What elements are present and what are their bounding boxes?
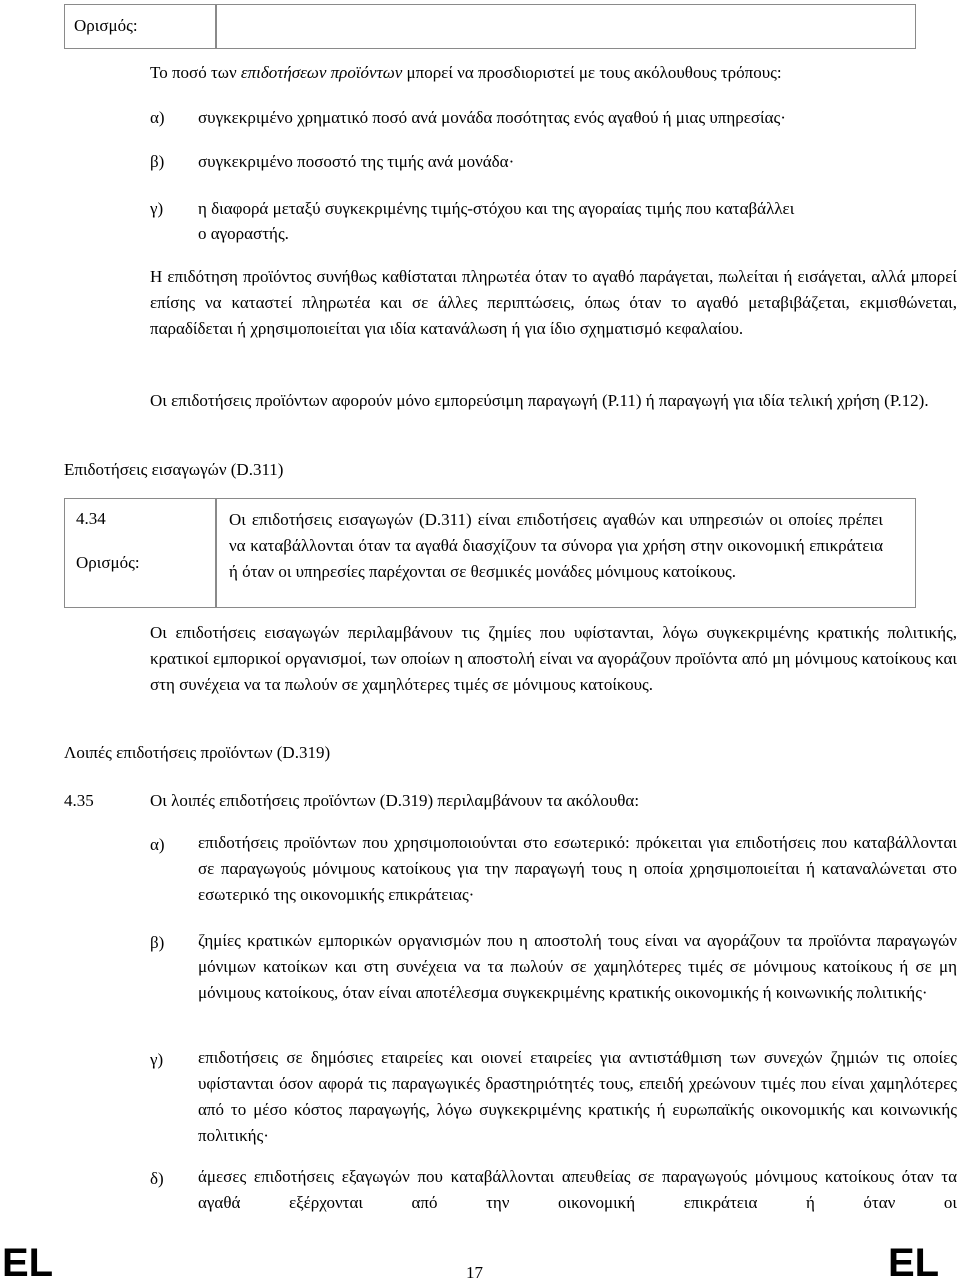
intro-sentence bbox=[150, 63, 782, 83]
definition-text-434: Οι επιδοτήσεις εισαγωγών (D.311) είναι επιδοτήσεις αγαθών και υπηρεσιών οι οποίες πρέπει να καταβάλλονται όταν τα αγαθά διασχίζουν τα σύνορα για χρήση στην οικονομική επικράτεια ή όταν οι υπηρεσίες παρέχονται σε θεσμικές μονάδες μόνιμους κατοίκους. bbox=[229, 510, 883, 581]
list2-item-d-label: δ) bbox=[150, 1169, 164, 1188]
list1-item-c-label: γ) bbox=[150, 199, 164, 218]
heading-other-product-subsidies: Λοιπές επιδοτήσεις προϊόντων (D.319) bbox=[64, 743, 331, 762]
section-number-434: 4.34 bbox=[76, 509, 106, 528]
list2-item-b-label: β) bbox=[150, 933, 165, 952]
list1-item-a-text: συγκεκριμένο χρηματικό ποσό ανά μονάδα ποσότητας ενός αγαθού ή μιας υπηρεσίας· bbox=[198, 108, 786, 127]
list2-item-b-text: ζημίες κρατικών εμπορικών οργανισμών που η αποστολή τους είναι να αγοράζουν τα προϊόντα παραγωγών μόνιμων κατοίκων και στη συνέχεια να τα πωλούν σε χαμηλότερες τιμές σε μόνιμους κατοίκους ή σε μη μόνιμους κατοίκους, όταν είναι αποτέλεσμα συγκεκριμένης κρατικής οικονομικής ή κοινωνικής πολιτικής· bbox=[198, 931, 957, 1002]
section-number-435: 4.35 bbox=[64, 791, 94, 810]
footer-language-left: EL bbox=[2, 1241, 54, 1285]
definition-box-434 bbox=[64, 498, 216, 608]
intro-text-end: μπορεί να προσδιοριστεί με τους ακόλουθους τρόπους: bbox=[402, 63, 782, 82]
paragraph-import-subsidies-losses: Οι επιδοτήσεις εισαγωγών περιλαμβάνουν τις ζημίες που υφίστανται, λόγω συγκεκριμένης κρατικής πολιτικής, κρατικοί εμπορικοί οργανισμοί, των οποίων η αποστολή είναι να αγοράζουν προϊόντα από μη μόνιμους κατοίκους και στη συνέχεια να τα πωλούν σε χαμηλότερες τιμές σε μόνιμους κατοίκους. bbox=[150, 623, 957, 694]
list2-item-d-text: άμεσες επιδοτήσεις εξαγωγών που καταβάλλονται απευθείας σε παραγωγούς μόνιμους κατοίκους όταν τα αγαθά εξέρχονται από την οικονομική επικράτεια ή όταν οι bbox=[198, 1167, 957, 1212]
list2-item-c-label: γ) bbox=[150, 1050, 164, 1069]
list2-item-c-text: επιδοτήσεις σε δημόσιες εταιρείες και οιονεί εταιρείες για αντιστάθμιση των συνεχών ζημιών τις οποίες υφίστανται όσον αφορά τις παραγωγικές δραστηριότητές τους, επειδή χρεώνουν τιμές που είναι χαμηλότερες από το μέσο κόστος παραγωγής, λόγω συγκεκριμένης κρατικής ή ευρωπαϊκής οικονομικής και κοινωνικής πολιτικής· bbox=[198, 1048, 957, 1145]
intro-text-start: Το ποσό των bbox=[150, 63, 241, 82]
list1-item-c-line2: ο αγοραστής. bbox=[198, 224, 289, 243]
definition-label-434: Ορισμός: bbox=[76, 553, 140, 572]
footer-page-number: 17 bbox=[466, 1263, 483, 1282]
definition-box-434-content bbox=[216, 498, 916, 608]
list1-item-c-line1: η διαφορά μεταξύ συγκεκριμένης τιμής-στόχου και της αγοραίας τιμής που καταβάλλει bbox=[198, 199, 795, 218]
list1-item-a-label: α) bbox=[150, 108, 165, 127]
definition-box-top-content bbox=[216, 4, 916, 49]
list1-item-b-label: β) bbox=[150, 152, 165, 171]
definition-label: Ορισμός: bbox=[74, 16, 138, 35]
heading-import-subsidies: Επιδοτήσεις εισαγωγών (D.311) bbox=[64, 460, 284, 479]
intro-text-italic: επιδοτήσεων προϊόντων bbox=[240, 63, 403, 82]
list2-item-a-label: α) bbox=[150, 835, 165, 854]
definition-box-top bbox=[64, 4, 216, 49]
paragraph-product-subsidy: Η επιδότηση προϊόντος συνήθως καθίσταται πληρωτέα όταν το αγαθό παράγεται, πωλείται ή εισάγεται, αλλά μπορεί επίσης να καταστεί πληρωτέα και σε άλλες περιπτώσεις, όπως όταν το αγαθό μεταβιβάζεται, εκμισθώνεται, παραδίδεται ή χρησιμοποιείται για ιδία κατανάλωση ή για ίδιο σχηματισμό κεφαλαίου. bbox=[150, 267, 957, 338]
section-text-435: Οι λοιπές επιδοτήσεις προϊόντων (D.319) περιλαμβάνουν τα ακόλουθα: bbox=[150, 791, 640, 810]
footer-language-right: EL bbox=[888, 1241, 940, 1285]
paragraph-product-subsidy-scope: Οι επιδοτήσεις προϊόντων αφορούν μόνο εμπορεύσιμη παραγωγή (P.11) ή παραγωγή για ιδία τελική χρήση (P.12). bbox=[150, 391, 929, 410]
list1-item-b-text: συγκεκριμένο ποσοστό της τιμής ανά μονάδα· bbox=[198, 152, 515, 171]
list2-item-a-text: επιδοτήσεις προϊόντων που χρησιμοποιούνται στο εσωτερικό: πρόκειται για επιδοτήσεις που καταβάλλονται σε παραγωγούς μόνιμους κατοίκους για την παραγωγή τους η οποία χρησιμοποιείται ή καταναλώνεται στο εσωτερικό της οικονομικής επικράτειας· bbox=[198, 833, 957, 904]
